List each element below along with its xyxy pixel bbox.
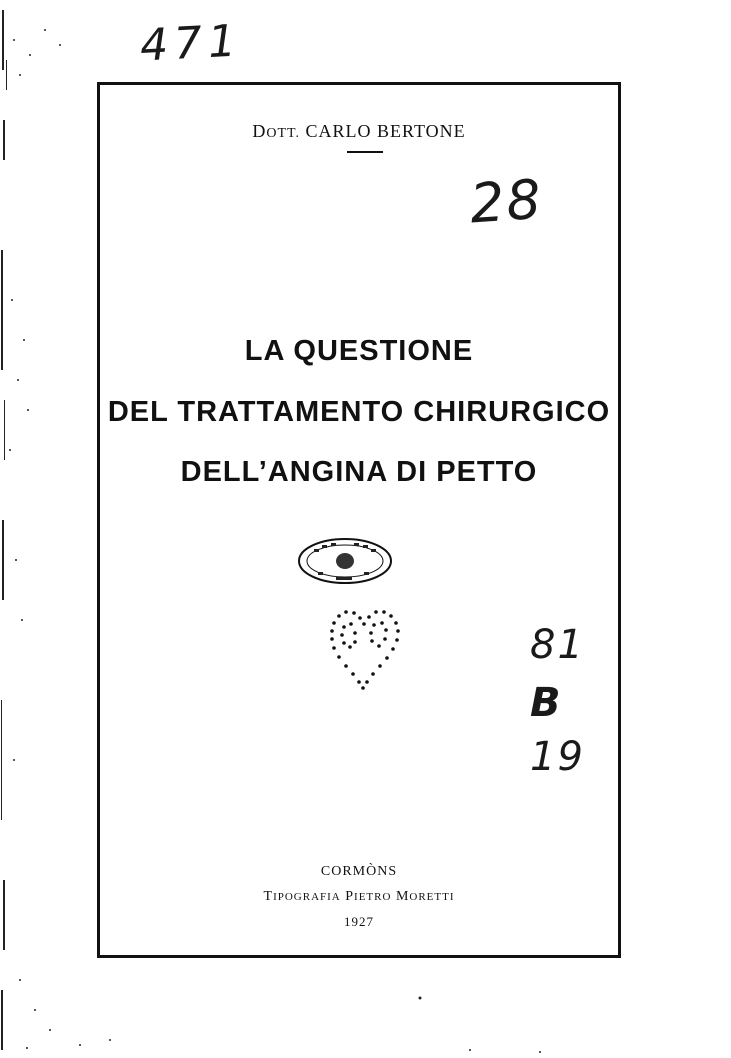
author-line [100, 121, 618, 142]
handwritten-margin-note-3: 19 [530, 734, 585, 780]
printer-word-3: ORETTI [409, 891, 455, 903]
author-name: CARLO BERTONE [305, 121, 466, 141]
imprint-year: 1927 [344, 914, 374, 929]
printer-initial-p: P [345, 889, 355, 904]
author-prefix-initial: D [252, 121, 267, 141]
handwritten-number: 28 [467, 167, 545, 236]
perforated-monogram [328, 609, 402, 691]
title-line-1: LA QUESTIONE [244, 335, 474, 367]
handwritten-margin-note-2: B [530, 680, 563, 726]
printer-initial-t: T [263, 889, 274, 904]
handwritten-margin-note-1: 81 [530, 622, 585, 668]
imprint-printer [100, 889, 618, 905]
printer-word-1: IPOGRAFIA [273, 891, 341, 903]
title-line-3: DELL’ANGINA DI PETTO [180, 456, 538, 488]
handwritten-shelfmark: 471 [138, 15, 244, 72]
author-rule [347, 151, 383, 153]
library-stamp [296, 535, 394, 587]
title-line-2: DEL TRATTAMENTO CHIRURGICO [107, 396, 611, 428]
printer-initial-m: M [395, 889, 410, 904]
printer-word-2: IETRO [354, 891, 392, 903]
imprint-place: CORMÒNS [320, 864, 398, 879]
author-prefix-rest: OTT. [266, 126, 301, 141]
